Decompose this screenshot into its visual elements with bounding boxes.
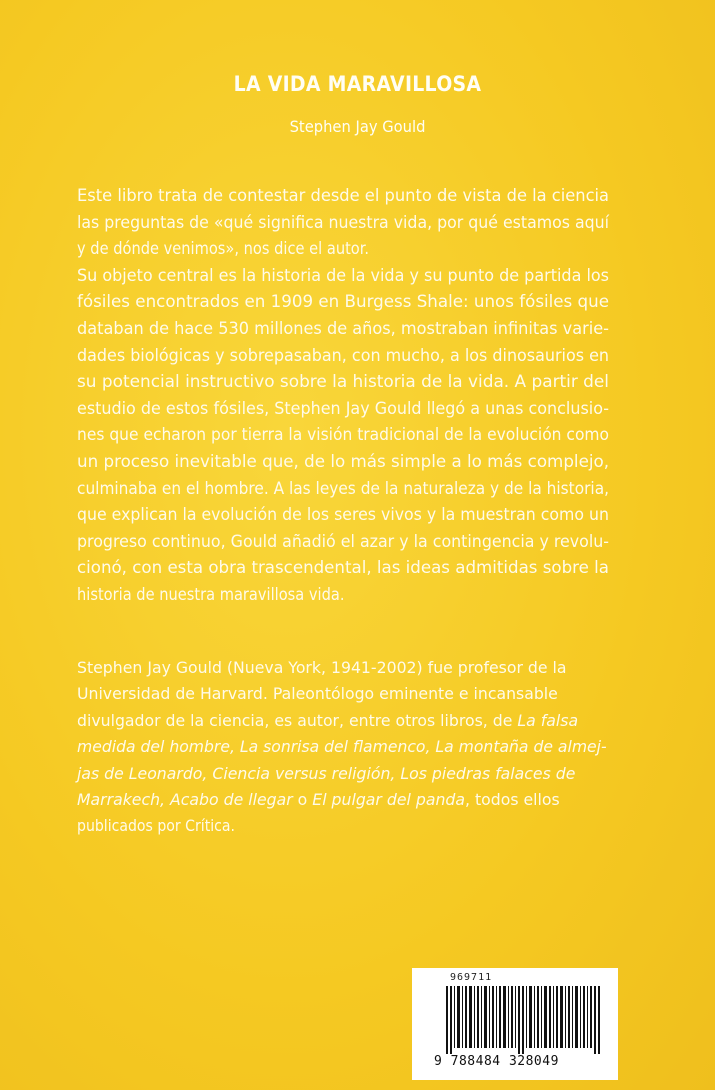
synopsis-line: progreso continuo, Gould añadió el azar y la contingencia y revolu- — [77, 531, 610, 552]
barcode-bars-icon — [446, 986, 604, 1054]
book-reference: medida del hombre, La sonrisa del flamenco, La montaña de almej- — [77, 737, 607, 757]
bio-line — [77, 787, 607, 813]
book-reference: El pulgar del panda — [312, 789, 465, 809]
synopsis-line: historia de nuestra maravillosa vida. — [77, 584, 345, 605]
isbn-barcode — [412, 968, 618, 1080]
author-bio — [77, 655, 617, 840]
synopsis-line: un proceso inevitable que, de lo más simple a lo más complejo, — [77, 451, 610, 472]
barcode-isbn-digits: 9 788484 328049 — [434, 1054, 559, 1069]
synopsis-line: su potencial instructivo sobre la historia de la vida. A partir del — [77, 372, 609, 393]
synopsis-line: las preguntas de «qué significa nuestra vida, por qué estamos aquí — [77, 212, 610, 233]
synopsis-text — [77, 183, 715, 609]
book-reference: La falsa — [517, 710, 579, 730]
synopsis-line: nes que echaron por tierra la visión tradicional de la evolución como — [77, 425, 609, 446]
book-reference: jas de Leonardo, Ciencia versus religión, Los piedras falaces de — [77, 763, 576, 783]
book-title: LA VIDA MARAVILLOSA — [233, 72, 482, 96]
synopsis-line: culminaba en el hombre. A las leyes de la naturaleza y de la historia, — [77, 478, 609, 499]
synopsis-line: Este libro trata de contestar desde el punto de vista de la ciencia — [77, 186, 610, 206]
bio-line — [77, 761, 607, 787]
synopsis-line: cionó, con esta obra trascendental, las ideas admitidas sobre la — [77, 558, 609, 579]
synopsis-line: fósiles encontrados en 1909 en Burgess Shale: unos fósiles que — [77, 292, 609, 313]
synopsis-line: estudio de estos fósiles, Stephen Jay Gould llegó a unas conclusio- — [77, 398, 610, 419]
bio-text: , todos ellos — [464, 789, 560, 809]
bio-line: Stephen Jay Gould (Nueva York, 1941-2002) fue profesor de la — [77, 658, 567, 677]
synopsis-line: dades biológicas y sobrepasaban, con mucho, a los dinosaurios en — [77, 345, 610, 366]
synopsis-line: que explican la evolución de los seres vivos y la muestran como un — [77, 505, 610, 526]
book-reference: Marrakech, Acabo de llegar — [77, 789, 293, 809]
synopsis-line: Su objeto central es la historia de la vida y su punto de partida los — [77, 265, 610, 286]
bio-text: divulgador de la ciencia, es autor, entre otros libros, de — [77, 710, 518, 730]
bio-text: o — [292, 789, 313, 809]
synopsis-line: databan de hace 530 millones de años, mostraban infinitas varie- — [77, 318, 609, 339]
synopsis-line: y de dónde venimos», nos dice el autor. — [77, 239, 370, 260]
bio-line — [77, 708, 607, 734]
bio-line — [77, 734, 607, 760]
barcode-top-code: 969711 — [450, 972, 493, 983]
book-author: Stephen Jay Gould — [289, 117, 426, 136]
bio-line: publicados por Crítica. — [77, 816, 235, 836]
bio-line: Universidad de Harvard. Paleontólogo eminente e incansable — [77, 684, 558, 704]
